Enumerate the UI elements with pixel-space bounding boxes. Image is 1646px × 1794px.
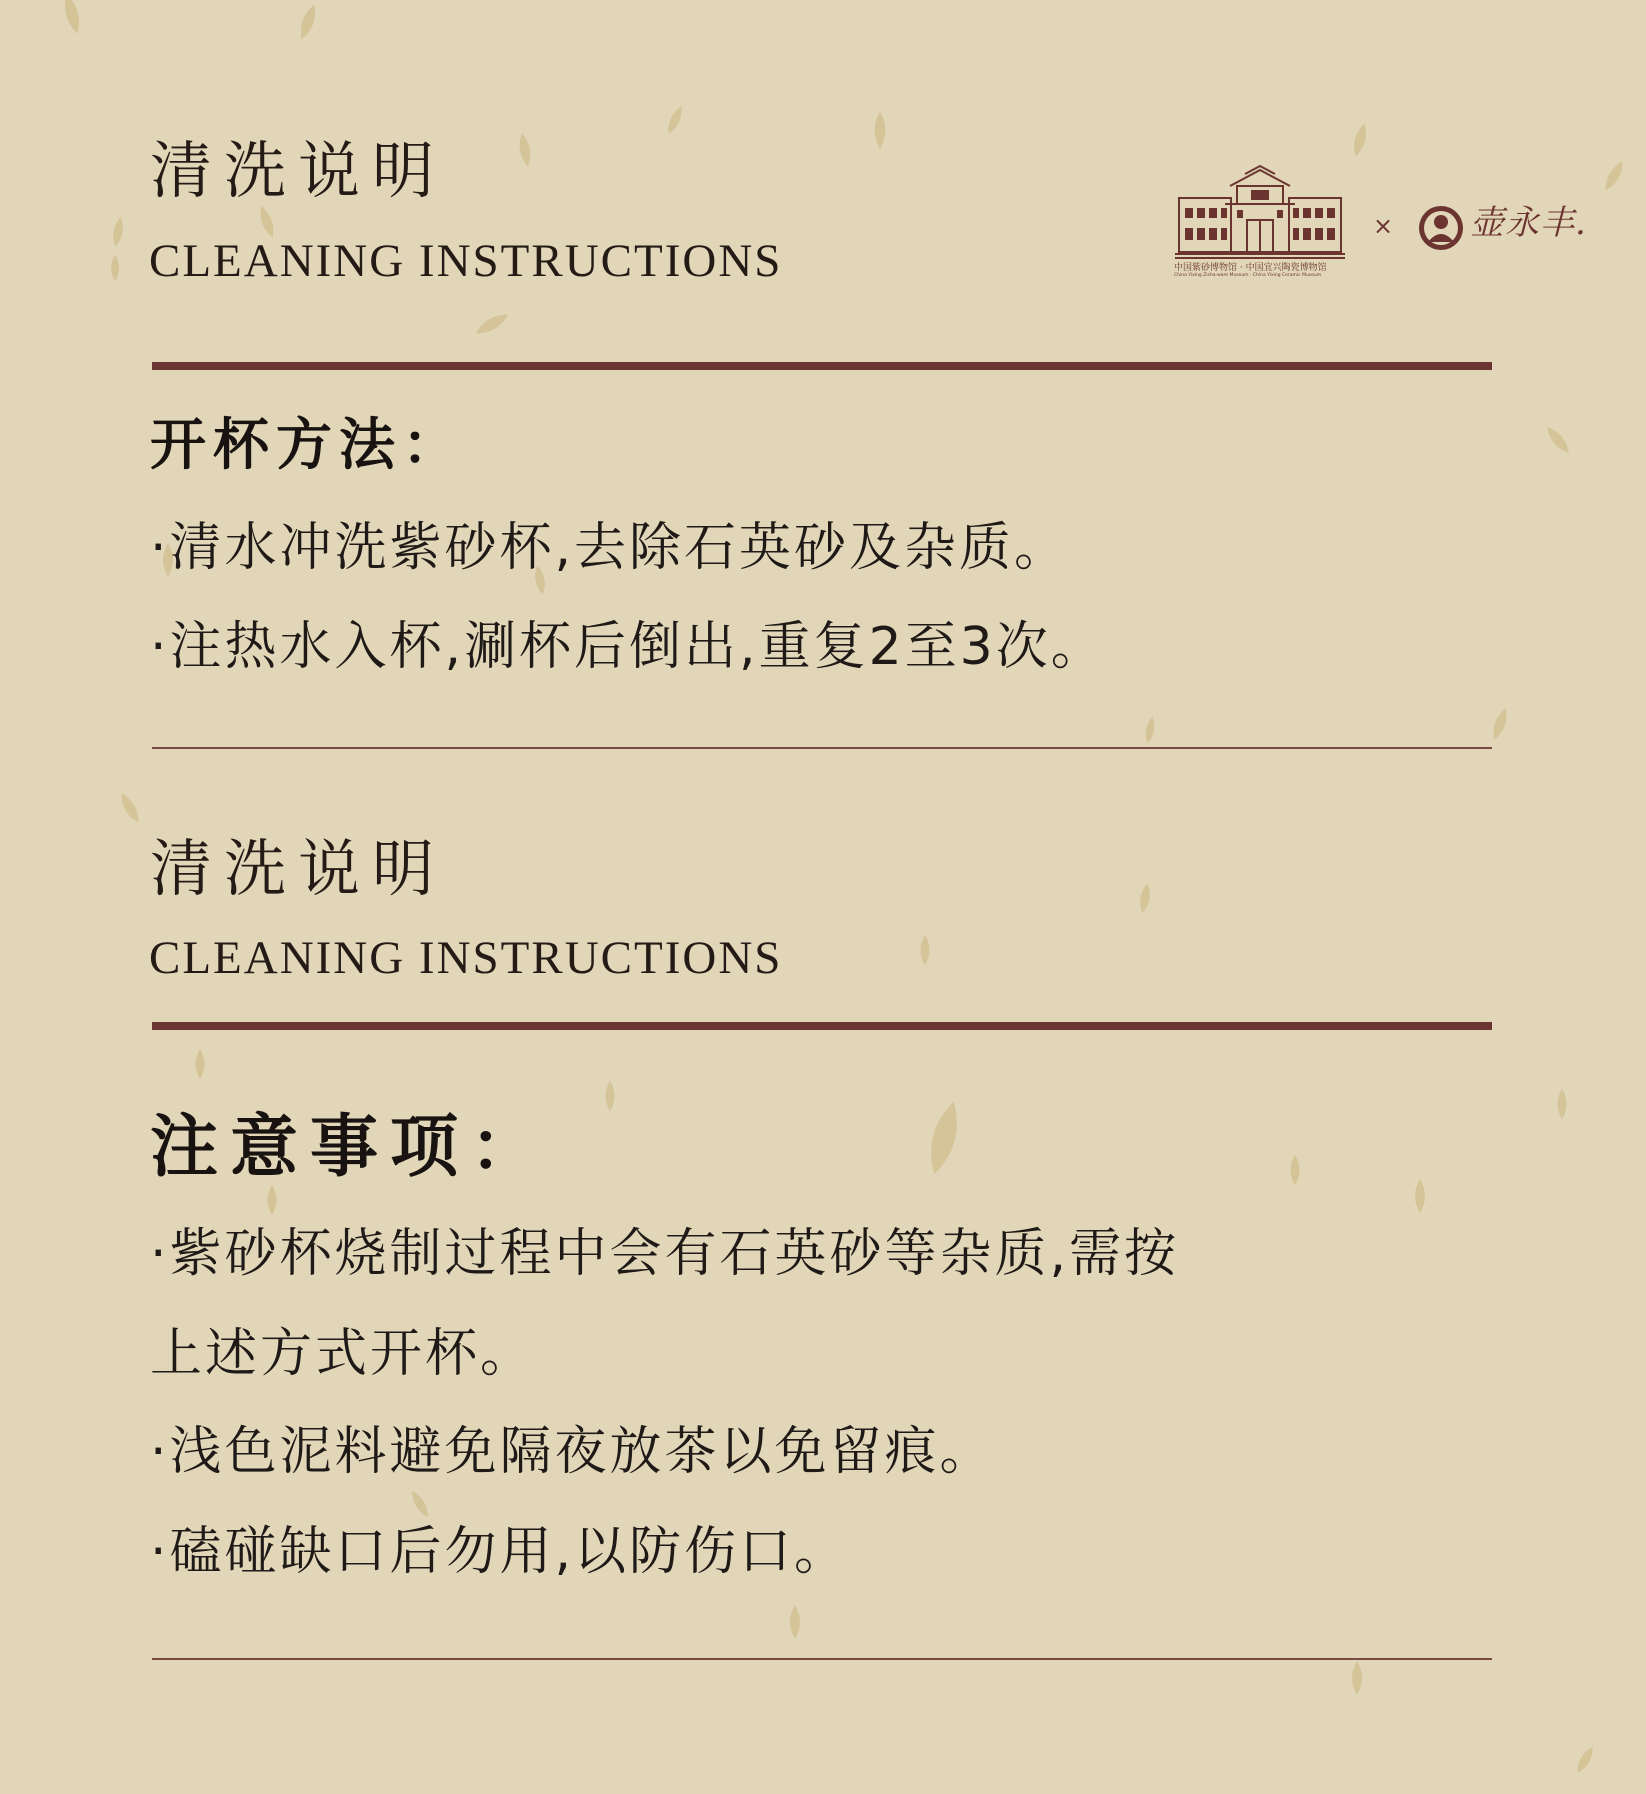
list-item: ·注热水入杯,涮杯后倒出,重复2至3次。 (150, 617, 1106, 677)
page-title: 清洗说明 (150, 134, 447, 207)
section-heading-notes: 注意事项： (150, 1108, 551, 1187)
section-heading-opening-method: 开杯方法： (150, 413, 465, 478)
header-divider (152, 362, 1492, 370)
section-title: 清洗说明 (150, 832, 447, 905)
list-item: ·浅色泥料避免隔夜放茶以免留痕。 (150, 1422, 995, 1482)
footer-divider (152, 1658, 1492, 1660)
museum-building-icon (1175, 164, 1345, 260)
section-subtitle: CLEANING INSTRUCTIONS (149, 932, 783, 984)
brand-logo-text: 壶永丰. (1470, 203, 1587, 243)
co-brand-logo (1170, 160, 1587, 290)
section-divider (152, 747, 1492, 749)
list-item: ·清水冲洗紫砂杯,去除石英砂及杂质。 (150, 518, 1070, 578)
list-item: ·磕碰缺口后勿用,以防伤口。 (150, 1522, 850, 1582)
museum-caption: 中国紫砂博物馆 · 中国宜兴陶瓷博物馆 (1174, 263, 1327, 273)
museum-caption-en: China Yixing Zisha-ware Museum · China Yixing Ceramic Museum (1174, 273, 1322, 278)
section-divider-thick (152, 1022, 1492, 1030)
list-item: ·紫砂杯烧制过程中会有石英砂等杂质,需按 (150, 1224, 1180, 1284)
list-item: 上述方式开杯。 (150, 1324, 536, 1384)
portrait-seal-icon (1417, 204, 1465, 252)
page-subtitle: CLEANING INSTRUCTIONS (149, 235, 783, 287)
logo-separator: × (1373, 212, 1394, 240)
